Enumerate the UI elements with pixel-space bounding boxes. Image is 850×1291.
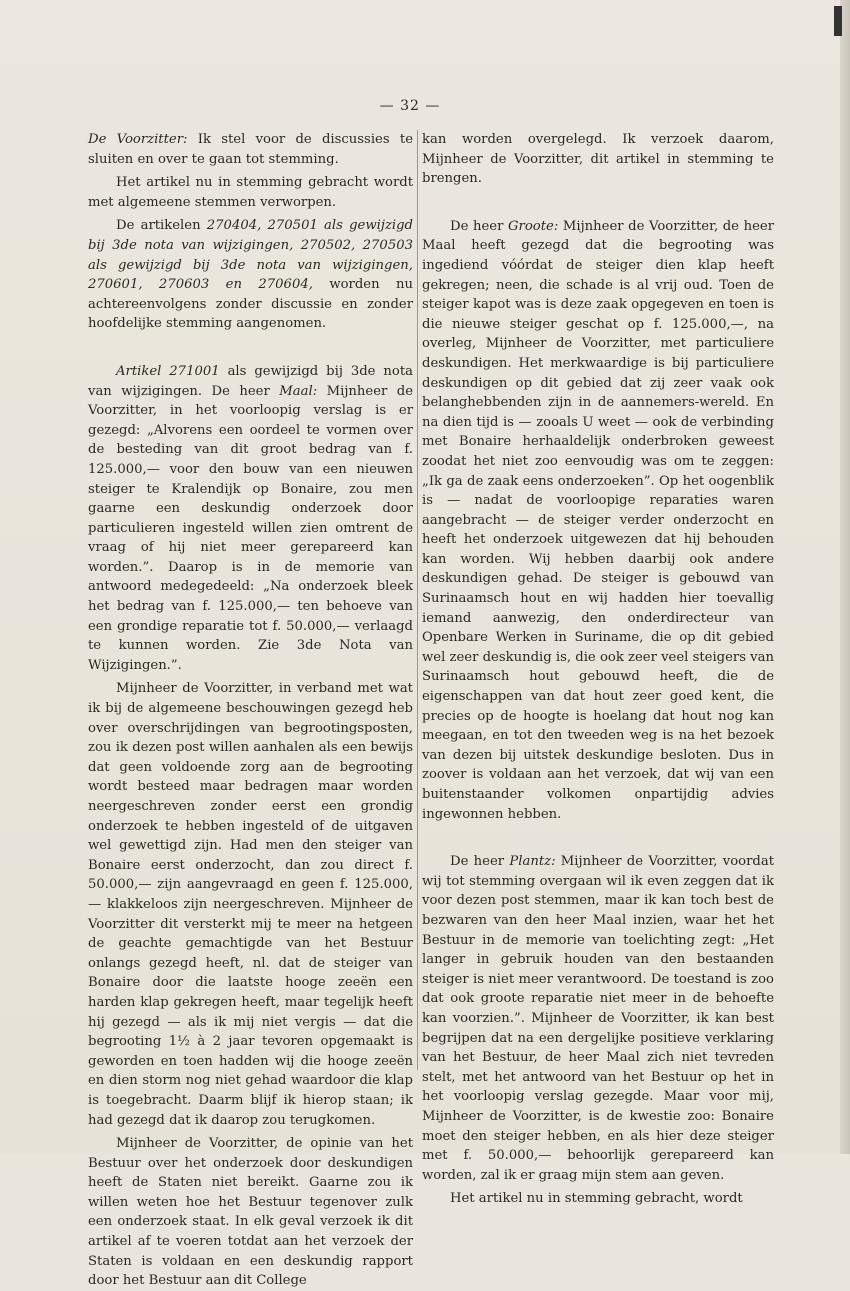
paragraph-text: Mijnheer de Voorzitter, voordat wij tot stemming overgaan wil ik even zeggen dat ik voor dezen post stemmen, maar ik kan toch best de bezwaren van den heer Maal inzien, waar het het Bestuur in de memorie van toelichting zegt: „Het langer in gebruik houden van den bestaanden steiger is niet meer verantwoord. De toestand is zoo dat ook groote reparatie niet meer in de behoefte kan voorzien.”. Mijnheer de Voorzitter, ik kan best begrijpen dat na een dergelijke positieve verklaring van het Bestuur, de heer Maal zich niet tevreden stelt, met het antwoord van het Bestuur op het in het voorloopig verslag gezegde. Maar voor mij, Mijnheer de Voorzitter, is de kwestie zoo: Bonaire moet den steiger hebben, en als hier deze steiger met f. 50.000,— behoorlijk gerepareerd kan worden, zal ik er graag mijn stem aan geven. (422, 854, 774, 1183)
paragraph: Het artikel nu in stemming gebracht, wordt (450, 1191, 743, 1207)
paragraph-text: De heer (450, 854, 510, 870)
binder-mark (834, 6, 842, 36)
speaker-name: De Voorzitter: (88, 132, 188, 147)
paragraph-text: De heer (450, 218, 508, 234)
paragraph (422, 852, 774, 1185)
page-number: — 32 — (379, 98, 441, 114)
paragraph-text: Ik stel voor de discussies te sluiten en over te gaan tot stemming. (88, 132, 413, 167)
paragraph: Het artikel nu in stemming gebracht wordt met algemeene stemmen verworpen. (88, 175, 413, 210)
paragraph-text: Mijnheer de Voorzitter, in het voorloopig verslag is er gezegd: „Alvorens een oordeel te vormen over de besteding van dit groot bedrag van f. 125.000,— voor den bouw van een nieuwen steiger te Kralendijk op Bonaire, zou men gaarne een deskundig onderzoek door particulieren ingesteld willen zien omtrent de vraag of hij niet meer gerepareerd kan worden.”. Daarop is in de memorie van antwoord medegedeeld: „Na onderzoek bleek het bedrag van f. 125.000,— ten behoeve van een grondige reparatie tot f. 50.000,— verlaagd te kunnen worden. Zie 3de Nota van Wijzigingen.”. (88, 383, 414, 673)
speaker-name: Groote: (508, 218, 559, 234)
paragraph: Mijnheer de Voorzitter, in verband met wat ik bij de algemeene beschouwingen gezegd heb over overschrijdingen van begrootingsposten, zou ik dezen post willen aanhalen als een bewijs dat geen voldoende zorg aan de begrooting wordt besteed maar bedragen maar worden neergeschreven zonder eerst een grondig onderzoek te hebben ingesteld of de uitgaven wel gewettigd zijn. Had men den steiger van Bonaire eerst onderzocht, dan zou direct f. 50.000,— zijn aangevraagd en geen f. 125.000,— klakkeloos zijn neergeschreven. Mijnheer de Voorzitter dit versterkt mij te meer na hetgeen de geachte gemachtigde van het Bestuur onlangs gezegd heeft, nl. dat de steiger van Bonaire door die laatste hooge zeeën een harden klap gekregen heeft, maar tegelijk heeft hij gezegd — als ik mij niet vergis — dat die begrooting 1½ à 2 jaar tevoren opgemaakt is geworden en toen hadden wij die hooge zeeën en dien storm nog niet gehad waardoor die klap is toegebracht. Daarm blijf ik hierop staan; ik had gezegd dat ik daarop zou terugkomen. (88, 681, 413, 1128)
right-column (422, 130, 774, 1209)
paragraph (88, 216, 413, 334)
paragraph (88, 130, 413, 169)
paragraph (422, 217, 774, 824)
paragraph (88, 362, 413, 676)
page-edge (840, 0, 850, 1154)
paragraph: kan worden overgelegd. Ik verzoek daarom, Mijnheer de Voorzitter, dit artikel in stemming te brengen. (422, 132, 774, 187)
speaker-name: Maal: (279, 383, 318, 399)
speaker-name: Plantz: (509, 854, 556, 870)
paragraph: Mijnheer de Voorzitter, de opinie van het Bestuur over het onderzoek door deskundigen heeft de Staten niet bereikt. Gaarne zou ik willen weten hoe het Bestuur tegenover zulk een onderzoek staat. In elk geval verzoek ik dit artikel af te voeren totdat aan het verzoek der Staten is voldaan en een deskundig rapport door het Bestuur aan dit College (88, 1136, 413, 1289)
paragraph-text: als gewijzigd bij 3de nota van wijzigingen. De heer (88, 363, 413, 399)
left-column (88, 130, 413, 1291)
paragraph-text: worden nu achtereenvolgens zonder discussie en zonder hoofdelijke stemming aangenomen. (88, 277, 413, 332)
paragraph-text: De artikelen (116, 218, 207, 234)
column-divider (417, 130, 418, 1070)
article-heading: Artikel 271001 (116, 363, 220, 379)
paragraph-text: Mijnheer de Voorzitter, de heer Maal heeft gezegd dat die begrooting was ingediend vóórdat de steiger dien klap heeft gekregen; neen, die schade is al vrij oud. Toen de steiger kapot was is deze zaak opgegeven en toen is die nieuwe steiger geschat op f. 125.000,—, na overleg, Mijnheer de Voorzitter, met particuliere deskundigen. Het merkwaardige is bij particuliere deskundigen op dit gebied dat zij zeer vaak ook belanghebbenden zijn in de aannemers-wereld. En na dien tijd is — zooals U weet — ook de verbinding met Bonaire herhaaldelijk onderbroken geweest zoodat het niet zoo eenvoudig was om te zeggen: „Ik ga de zaak eens onderzoeken”. Op het oogenblik is — nadat de voorloopige reparaties waren aangebracht — de steiger verder onderzocht en heeft het onderzoek uitgewezen dat hij behouden kan worden. Wij hebben daarbij ook andere deskundigen gehad. De steiger is gebouwd van Surinaamsch hout en wij hadden hier toevallig iemand aanwezig, den onderdirecteur van Openbare Werken in Suriname, die op dit gebied wel zeer deskundig is, die ook zeer veel steigers van Surinaamsch hout gebouwd heeft, die de eigenschappen van dat hout zeer goed kent, die precies op de hoogte is hoelang dat hout nog kan meegaan, en tot den tweeden weg is na het bezoek van dezen bij uitstek deskundige besloten. Dus in zoover is voldaan aan het verzoek, dat wij van een buitenstaander volkomen onpartijdig advies ingewonnen hebben. (422, 218, 774, 822)
article-list: 270404, 270501 als gewijzigd bij 3de nota van wijzigingen, 270502, 270503 als gewijzigd bij 3de nota van wijzigingen, 270601, 270603 en 270604, (88, 218, 413, 293)
